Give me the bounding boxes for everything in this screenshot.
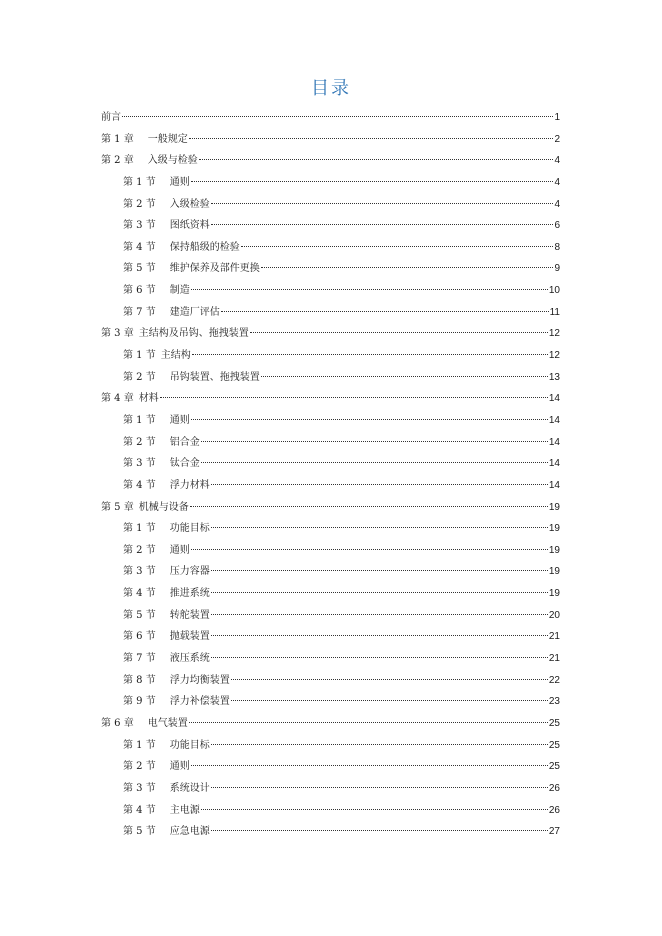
toc-entry-number: 第 4 节 [123,241,156,253]
toc-page-number: 14 [548,414,560,426]
toc-page-number: 2 [554,133,560,145]
toc-entry-number: 第 1 节 [123,350,156,362]
toc-entry-text: 维护保养及部件更换 [169,263,260,275]
toc-page-number: 22 [548,674,560,686]
toc-dot-leader [191,549,548,550]
toc-entry-label [123,410,190,432]
toc-section-entry[interactable] [101,367,560,389]
toc-entry-label [123,756,190,778]
toc-section-entry[interactable] [101,735,560,757]
toc-entry-text: 前言 [101,112,121,123]
toc-dot-leader [191,289,548,290]
toc-page-number: 26 [548,804,560,816]
toc-entry-text: 电气装置 [147,717,188,729]
toc-entry-text: 抛载装置 [169,631,210,643]
toc-dot-leader [211,744,548,745]
toc-dot-leader [211,484,548,485]
toc-entry-label [101,713,188,735]
toc-entry-text: 系统设计 [169,782,210,794]
toc-chapter-entry[interactable] [101,323,560,345]
toc-entry-label [101,107,121,129]
toc-entry-label [123,237,240,259]
toc-dot-leader [211,203,554,204]
toc-entry-text: 浮力均衡装置 [169,674,230,686]
toc-entry-number: 第 6 节 [123,285,156,297]
toc-page-number: 19 [548,523,560,535]
toc-entry-text: 保持船级的检验 [169,241,240,253]
toc-entry-text: 入级检验 [169,198,210,210]
toc-entry-text: 钛合金 [169,458,200,470]
toc-entry-label [123,691,230,713]
toc-page-number: 26 [548,782,560,794]
toc-section-entry[interactable] [101,605,560,627]
toc-section-entry[interactable] [101,540,560,562]
toc-dot-leader [191,419,548,420]
toc-dot-leader [211,592,548,593]
toc-section-entry[interactable] [101,410,560,432]
toc-entry-label [123,302,220,324]
toc-entry-number: 第 3 节 [123,458,156,470]
toc-entry-text: 通则 [169,414,190,426]
toc-entry-text: 材料 [138,393,159,405]
toc-dot-leader [221,311,549,312]
toc-entry-label [123,194,210,216]
toc-page-number: 19 [548,544,560,556]
toc-entry-label [123,432,200,454]
toc-dot-leader [250,332,548,333]
toc-section-entry[interactable] [101,194,560,216]
toc-page-number: 4 [554,176,560,188]
toc-dot-leader [211,787,548,788]
toc-entry-text: 一般规定 [147,133,188,145]
toc-page-number: 9 [554,263,560,275]
toc-section-entry[interactable] [101,237,560,259]
toc-entry-text: 吊钩装置、拖拽装置 [169,371,260,383]
toc-entry-number: 第 4 节 [123,588,156,600]
toc-dot-leader [191,765,548,766]
toc-entry-text: 转舵装置 [169,609,210,621]
toc-entry-number: 第 2 节 [123,436,156,448]
toc-entry-number: 第 1 节 [123,176,156,188]
toc-page-number: 25 [548,717,560,729]
toc-entry-number: 第 4 节 [123,804,156,816]
toc-entry-text: 通则 [169,544,190,556]
toc-entry-text: 铝合金 [169,436,200,448]
toc-entry-text: 液压系统 [169,653,210,665]
toc-page-number: 19 [548,566,560,578]
toc-entry-number: 第 9 节 [123,696,156,708]
toc-entry-text: 通则 [169,176,190,188]
toc-chapter-entry[interactable] [101,107,560,129]
toc-entry-label [101,150,198,172]
toc-dot-leader [231,700,548,701]
toc-page-number: 21 [548,653,560,665]
toc-chapter-entry[interactable] [101,497,560,519]
toc-section-entry[interactable] [101,756,560,778]
toc-entry-number: 第 1 节 [123,739,156,751]
toc-page-number: 14 [548,479,560,491]
toc-entry-text: 推进系统 [169,588,210,600]
toc-entry-text: 应急电源 [169,826,210,838]
toc-entry-text: 浮力材料 [169,479,210,491]
toc-entry-label [123,648,210,670]
toc-section-entry[interactable] [101,561,560,583]
toc-dot-leader [261,376,548,377]
toc-dot-leader [211,635,548,636]
table-of-contents [101,107,560,843]
toc-entry-text: 主结构 [160,350,191,362]
toc-chapter-entry[interactable] [101,150,560,172]
toc-section-entry[interactable] [101,626,560,648]
toc-dot-leader [211,224,554,225]
toc-page-number: 14 [548,393,560,405]
toc-section-entry[interactable] [101,432,560,454]
toc-entry-number: 第 1 章 [101,133,134,145]
toc-section-entry[interactable] [101,800,560,822]
toc-entry-number: 第 6 章 [101,717,134,729]
toc-dot-leader [199,159,554,160]
toc-dot-leader [122,116,553,117]
toc-section-entry[interactable] [101,302,560,324]
toc-entry-number: 第 6 节 [123,631,156,643]
toc-section-entry[interactable] [101,691,560,713]
toc-entry-label [123,367,260,389]
toc-entry-label [123,215,210,237]
toc-entry-number: 第 5 节 [123,609,156,621]
toc-entry-number: 第 2 节 [123,198,156,210]
toc-section-entry[interactable] [101,345,560,367]
toc-page-number: 4 [554,155,560,167]
toc-entry-text: 功能目标 [169,739,210,751]
toc-dot-leader [201,809,548,810]
toc-page-number: 4 [554,198,560,210]
toc-entry-number: 第 3 章 [101,328,134,340]
toc-section-entry[interactable] [101,518,560,540]
toc-entry-number: 第 4 节 [123,479,156,491]
toc-entry-number: 第 5 节 [123,263,156,275]
toc-page-number: 25 [548,761,560,773]
toc-entry-number: 第 5 节 [123,826,156,838]
toc-entry-number: 第 2 章 [101,155,134,167]
toc-entry-number: 第 7 节 [123,306,156,318]
toc-entry-number: 第 7 节 [123,653,156,665]
toc-entry-number: 第 3 节 [123,220,156,232]
toc-dot-leader [190,506,548,507]
toc-page-number: 21 [548,631,560,643]
toc-section-entry[interactable] [101,215,560,237]
toc-entry-text: 主电源 [169,804,200,816]
toc-dot-leader [211,614,548,615]
toc-page-number: 23 [548,696,560,708]
toc-entry-label [123,280,190,302]
toc-entry-label [123,172,190,194]
toc-entry-text: 通则 [169,761,190,773]
toc-section-entry[interactable] [101,648,560,670]
toc-entry-number: 第 1 节 [123,523,156,535]
toc-entry-text: 浮力补偿装置 [169,696,230,708]
toc-page-number: 19 [548,588,560,600]
toc-entry-label [123,475,210,497]
toc-entry-label [123,345,191,367]
toc-entry-label [123,258,260,280]
toc-section-entry[interactable] [101,778,560,800]
toc-entry-number: 第 2 节 [123,544,156,556]
toc-entry-label [123,735,210,757]
toc-page-number: 14 [548,458,560,470]
toc-entry-text: 建造厂评估 [169,306,220,318]
toc-section-entry[interactable] [101,821,560,843]
toc-entry-label [123,583,210,605]
toc-entry-text: 机械与设备 [138,501,189,513]
toc-dot-leader [211,527,548,528]
toc-page-number: 12 [548,328,560,340]
toc-page-number: 6 [554,220,560,232]
toc-dot-leader [241,246,554,247]
toc-entry-number: 第 4 章 [101,393,134,405]
toc-entry-label [123,518,210,540]
toc-dot-leader [211,570,548,571]
toc-page-number: 25 [548,739,560,751]
toc-dot-leader [261,267,554,268]
toc-entry-text: 制造 [169,285,190,297]
toc-entry-text: 图纸资料 [169,220,210,232]
toc-entry-number: 第 2 节 [123,761,156,773]
toc-entry-number: 第 3 节 [123,566,156,578]
toc-dot-leader [192,354,548,355]
toc-entry-text: 压力容器 [169,566,210,578]
toc-entry-number: 第 2 节 [123,371,156,383]
toc-dot-leader [160,397,548,398]
page-title: 目录 [311,78,351,99]
toc-section-entry[interactable] [101,475,560,497]
toc-page-number: 14 [548,436,560,448]
toc-page-number: 1 [554,112,560,123]
toc-entry-number: 第 8 节 [123,674,156,686]
toc-entry-label [101,388,159,410]
toc-section-entry[interactable] [101,453,560,475]
toc-entry-label [123,821,210,843]
toc-dot-leader [189,138,554,139]
toc-page-number: 8 [554,241,560,253]
toc-dot-leader [211,830,548,831]
toc-section-entry[interactable] [101,583,560,605]
toc-dot-leader [201,441,548,442]
toc-dot-leader [211,657,548,658]
toc-section-entry[interactable] [101,258,560,280]
toc-page-number: 10 [548,285,560,297]
toc-section-entry[interactable] [101,670,560,692]
toc-dot-leader [231,679,548,680]
toc-page-number: 11 [549,306,560,318]
toc-entry-label [101,129,188,151]
toc-chapter-entry[interactable] [101,388,560,410]
toc-entry-number: 第 5 章 [101,501,134,513]
toc-entry-label [123,540,190,562]
toc-entry-label [123,453,200,475]
toc-page-number: 20 [548,609,560,621]
toc-page-number: 12 [548,350,560,362]
toc-entry-label [123,626,210,648]
toc-entry-label [101,497,189,519]
toc-dot-leader [201,462,548,463]
toc-entry-label [123,778,210,800]
toc-page-number: 19 [548,501,560,513]
toc-page-number: 13 [548,371,560,383]
toc-entry-number: 第 1 节 [123,414,156,426]
toc-entry-text: 主结构及吊钩、拖拽装置 [138,328,249,340]
toc-entry-label [123,800,200,822]
toc-entry-text: 功能目标 [169,523,210,535]
toc-entry-number: 第 3 节 [123,782,156,794]
toc-entry-label [123,605,210,627]
toc-entry-label [123,670,230,692]
toc-entry-text: 入级与检验 [147,155,198,167]
toc-entry-label [123,561,210,583]
toc-chapter-entry[interactable] [101,129,560,151]
toc-dot-leader [191,181,554,182]
toc-entry-label [101,323,249,345]
toc-dot-leader [189,722,548,723]
toc-page-number: 27 [548,826,560,838]
toc-chapter-entry[interactable] [101,713,560,735]
toc-section-entry[interactable] [101,280,560,302]
toc-section-entry[interactable] [101,172,560,194]
